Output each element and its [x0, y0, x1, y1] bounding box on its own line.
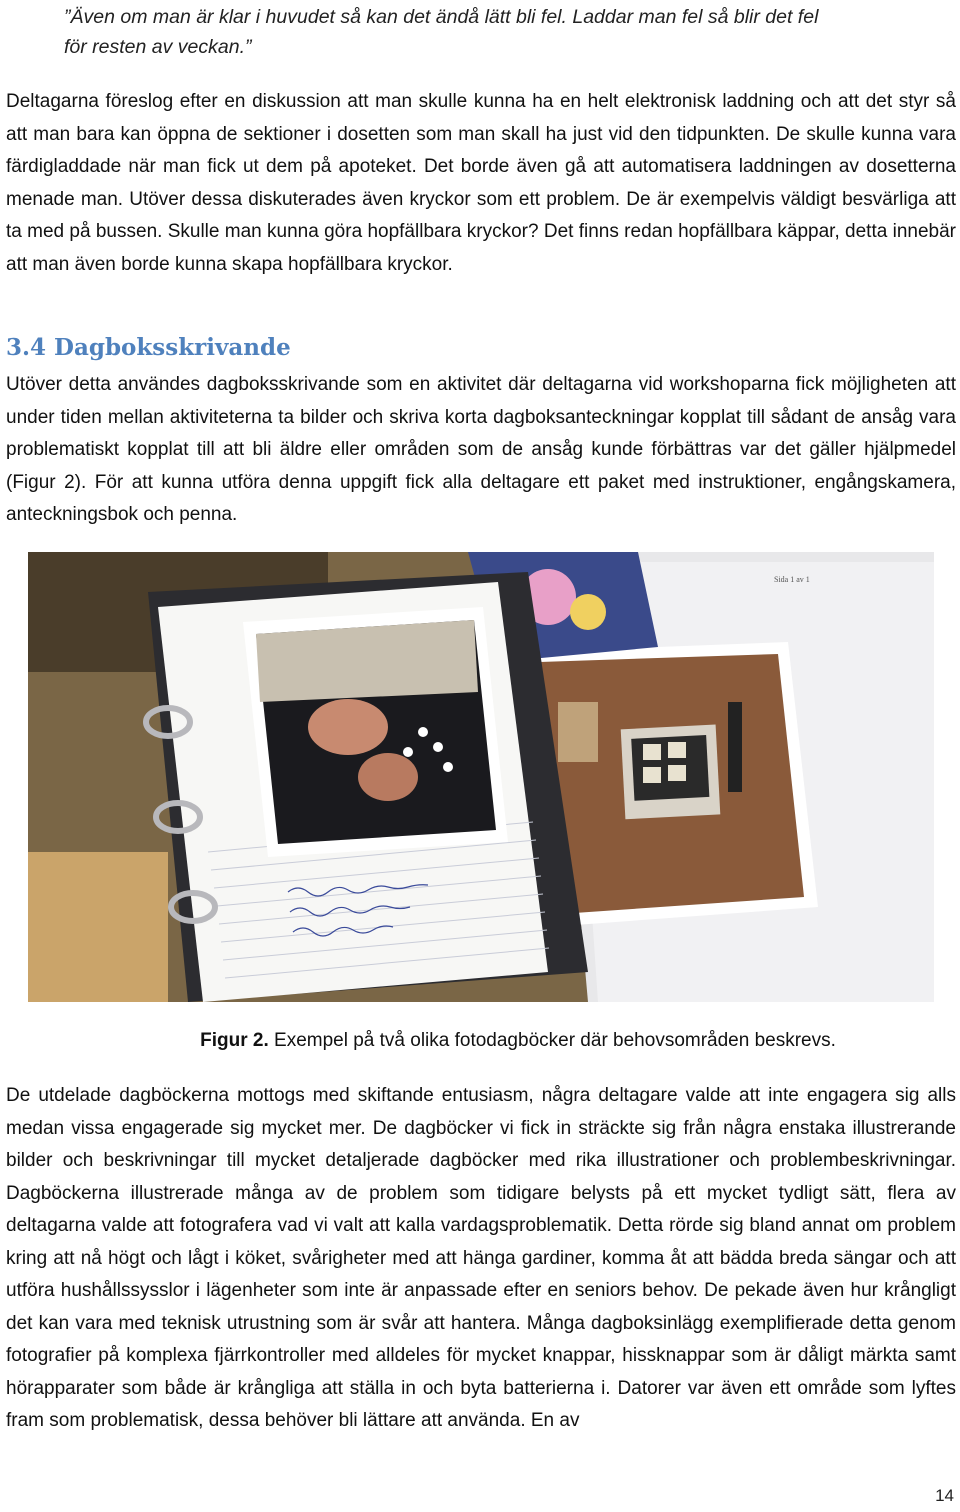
paragraph-1: Deltagarna föreslog efter en diskussion att man skulle kunna ha en helt elektronisk laddning och att det styr så att man bara kan öppna de sektioner i dosetten som man skall ha just vid den tidpunkten. De skulle kunna vara färdigladdade när man fick ut dem på apoteket. Det borde även gå att automatisera laddningen av dosetterna menade man. Utöver dessa diskuterades även kryckor som ett problem. De är exempelvis väldigt besvärliga att ta med på bussen. Skulle man kunna göra hopfällbara kryckor? Det finns redan hopfällbara käppar, detta innebär att man även borde kunna skapa hopfällbara kryckor. [6, 91, 956, 275]
section-heading [6, 334, 291, 361]
figure-caption [0, 1026, 960, 1056]
paragraph-2: Utöver detta användes dagboksskrivande som en aktivitet där deltagarna vid workshoparna fick möjligheten att under tiden mellan aktiviteterna ta bilder och skriva korta dagboksanteckningar kopplat till sådant de ansåg vara problematiskt kopplat till att bli äldre eller områden som de ansåg kunde förbättras var det gäller hjälpmedel (Figur 2). För att kunna utföra denna uppgift fick alla deltagare ett paket med instruktioner, engångskamera, anteckningsbok och penna. [6, 374, 956, 525]
section-title: Dagboksskrivande [54, 334, 291, 361]
quote-block [64, 2, 924, 62]
figure-caption-text: Exempel på två olika fotodagböcker där behovsområden beskrevs. [274, 1030, 836, 1051]
quote-line-2: för resten av veckan.” [64, 36, 252, 58]
sheet-page-label: Sida 1 av 1 [774, 575, 810, 584]
figure-label: Figur 2. [200, 1030, 269, 1051]
figure-photo [28, 552, 934, 1002]
quote-line-1: ”Även om man är klar i huvudet så kan det ändå lätt bli fel. Laddar man fel så blir det fel [64, 6, 819, 28]
photo-diaries-illustration [28, 552, 934, 1002]
paragraph-3: De utdelade dagböckerna mottogs med skiftande entusiasm, några deltagare valde att inte engagera sig alls medan vissa engagerade sig mycket mer. De dagböcker vi fick in sträckte sig från några enstaka illustrerande bilder och beskrivningar till mycket detaljerade dagböcker med rika illustrationer och problembeskrivningar. Dagböckerna illustrerade många av de problem som tidigare belysts på ett mycket tydligt sätt, flera av deltagarna valde att fotografera vad vi valt att kalla vardagsproblematik. Detta rörde sig bland annat om problem kring att nå högt och lågt i köket, svårigheter med att hänga gardiner, komma åt att bädda breda sängar och att utföra hushållssysslor i lägenheter som inte är anpassade efter en seniors behov. De pekade även hur krångligt det kan vara med teknisk utrustning som är svår att hantera. Många dagboksinlägg exemplifierade detta genom fotografier på komplexa fjärrkontroller med alldeles för mycket knappar, hissknappar som är dåligt märkta samt hörapparater som både är krångliga att ställa in och byta batterierna i. Datorer var även ett område som lyftes fram som problematisk, dessa behöver bli lättare att använda. En av [6, 1085, 956, 1431]
page-number: 14 [935, 1486, 954, 1505]
section-number: 3.4 [6, 334, 47, 361]
